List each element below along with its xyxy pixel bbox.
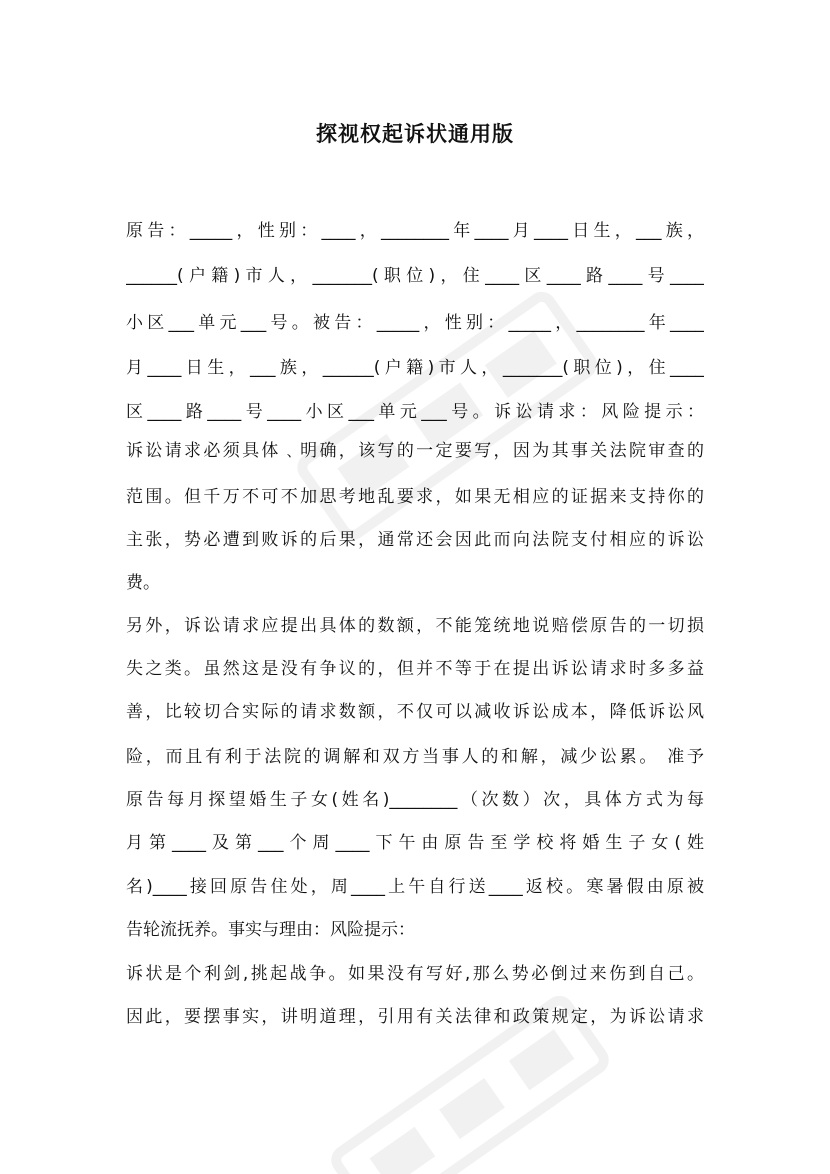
body-line: 险，而且有利于法院的调解和双方当事人的和解，减少讼累。 准予: [126, 747, 704, 767]
body-line: 月第____及第___个周____下午由原告至学校将婚生子女(姓: [126, 833, 704, 853]
document-title: 探视权起诉状通用版: [316, 122, 514, 146]
body-line: 主张，势必遭到败诉的后果，通常还会因此而向法院支付相应的诉讼: [126, 530, 704, 550]
body-line: 费。: [126, 573, 160, 593]
body-line: 诉状是个利剑,挑起战争。如果没有写好,那么势必倒过来伤到自己。: [126, 964, 704, 984]
body-line: 告轮流抚养。事实与理由：风险提示：: [126, 920, 415, 940]
body-line: 原告每月探望婚生子女(姓名)________（次数）次，具体方式为每: [126, 790, 704, 810]
body-line: 名)____接回原告住处，周____上午自行送____返校。寒暑假由原被: [126, 877, 704, 897]
body-line: 诉讼请求必须具体﹑明确，该写的一定要写，因为其事关法院审查的: [126, 441, 704, 461]
body-line: 范围。但千万不可不加思考地乱要求，如果无相应的证据来支持你的: [126, 487, 704, 507]
body-line: 原告：_____，性别：____，________年____月____日生，___族，: [126, 221, 704, 241]
body-line: ______(户籍)市人，_______(职位)，住____区____路____号____: [126, 266, 704, 286]
body-line: 区____路____号____小区___单元___号。诉讼请求：风险提示：: [126, 402, 704, 422]
body-line: 小区___单元___号。被告：_____，性别：_____，________年____: [126, 313, 704, 333]
body-line: 失之类。虽然这是没有争议的，但并不等于在提出诉讼请求时多多益: [126, 659, 704, 679]
body-line: 月____日生，___族，______(户籍)市人，_______(职位)，住____: [126, 358, 704, 378]
body-line: 另外，诉讼请求应提出具体的数额，不能笼统地说赔偿原告的一切损: [126, 616, 704, 636]
body-line: 因此，要摆事实，讲明道理，引用有关法律和政策规定，为诉讼请求: [126, 1007, 704, 1027]
body-line: 善，比较切合实际的请求数额，不仅可以减收诉讼成本，降低诉讼风: [126, 702, 704, 722]
